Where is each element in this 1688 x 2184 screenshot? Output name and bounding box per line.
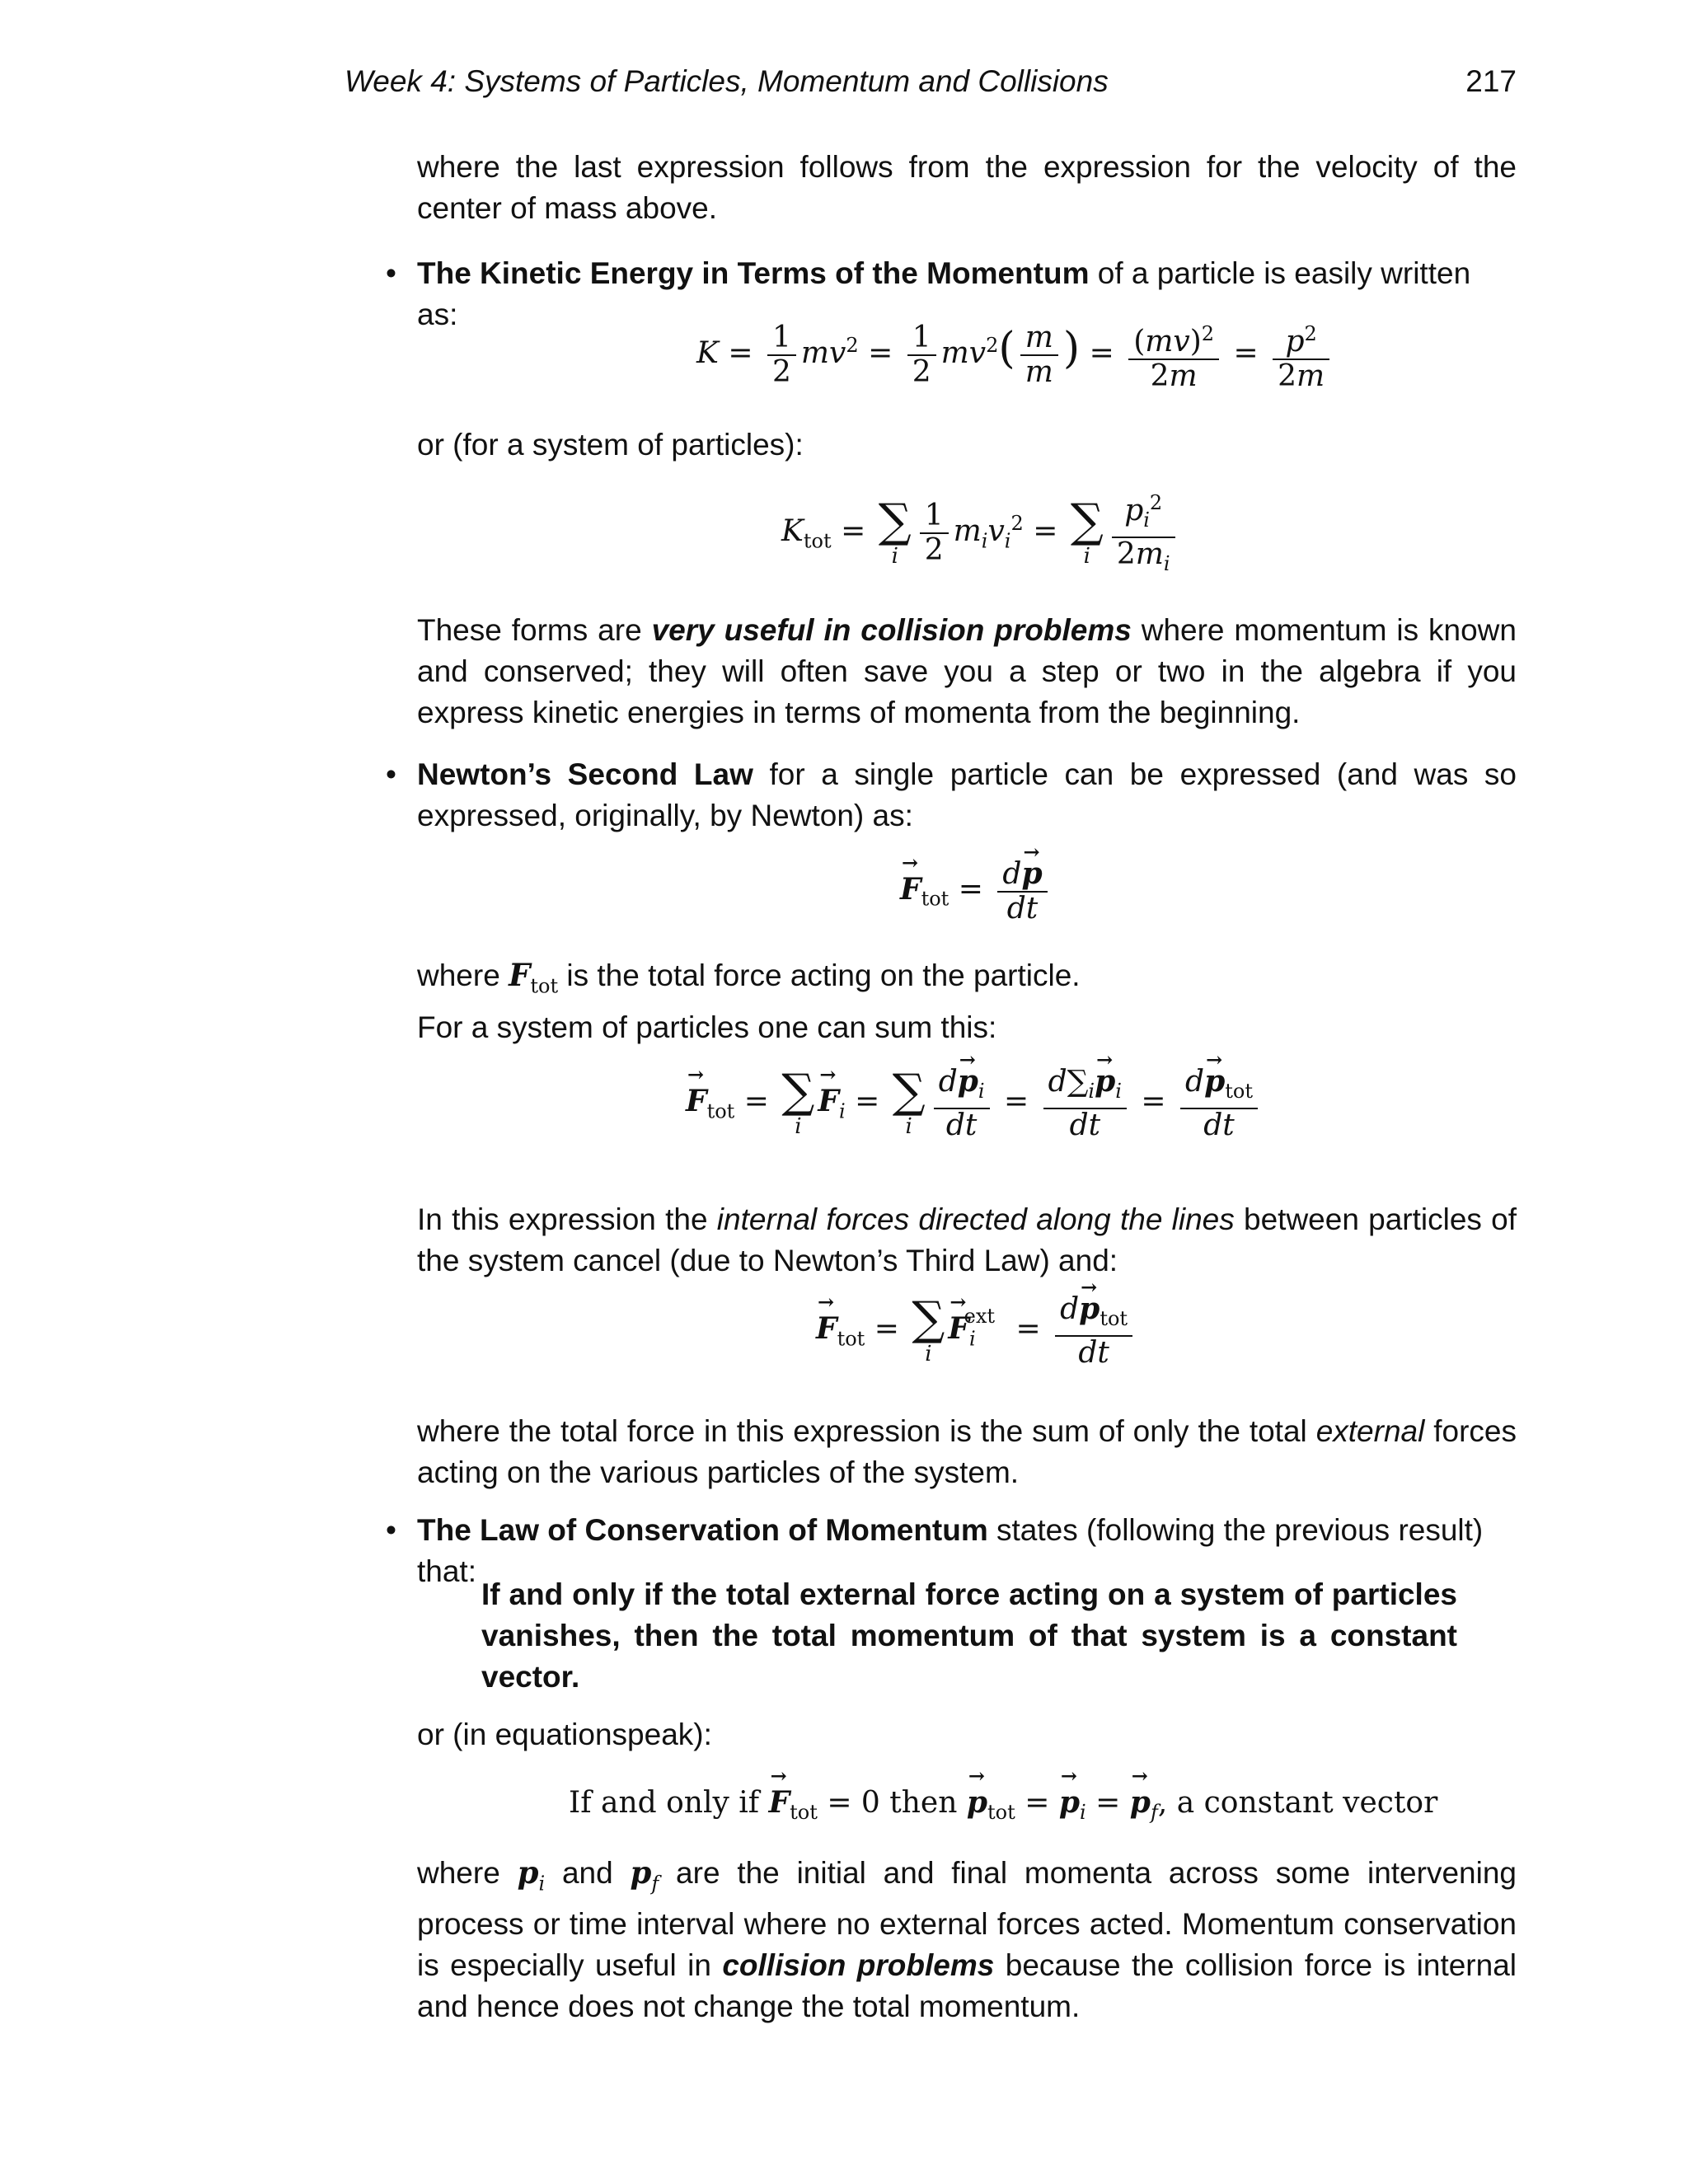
page-number: 217	[1465, 64, 1517, 98]
forms-text-start: These forms are	[417, 613, 652, 647]
where-ftot-text	[417, 954, 1517, 1006]
eq-then-text: = 0 then	[817, 1786, 967, 1820]
internal-text-end: between particles of the system cancel (due to Newton’s Third Law) and:	[417, 1202, 1517, 1277]
pf-symbol: $p_f$	[630, 1854, 659, 1896]
newton-second-law-lead: for a single particle can be expressed (and was so expressed, originally, by Newton) as:	[417, 757, 1517, 832]
running-title: Week 4: Systems of Particles, Momentum and Collisions	[345, 64, 1109, 98]
external-force-equation: → $F_{tot}$ = ∑ i → $F_i^{ext}$ = $\frac{d\to p_{tot}}{dt}$	[816, 1292, 1137, 1370]
external-forces-paragraph	[417, 1411, 1517, 1493]
equationspeak-text: or (in equationspeak):	[417, 1718, 712, 1751]
conservation-term: The Law of Conservation of Momentum	[417, 1513, 988, 1547]
final-end: because the collision force is internal and hence does not change the total momentum.	[417, 1948, 1517, 2024]
conservation-statement: If and only if the total external force acting on a system of particles vanishes, then the total momentum of that system is a constant vector.	[481, 1577, 1457, 1694]
pi-symbol: $p_i$	[517, 1854, 546, 1896]
kinetic-energy-lead: of a particle is easily written as:	[417, 256, 1471, 331]
final-and: and	[545, 1856, 631, 1890]
forms-emphasis: very useful in collision problems	[651, 613, 1132, 647]
bullet-marker: •	[386, 1513, 396, 1547]
intro-paragraph: where the last expression follows from the expression for the velocity of the center of mass above.	[417, 150, 1517, 225]
newton-second-law-term: Newton’s Second Law	[417, 757, 753, 791]
internal-text-start: In this expression the	[417, 1202, 717, 1236]
newton-second-law-equation: → $F_{tot}$ = $\frac{d\to p}{dt}$	[900, 857, 1053, 926]
newton-second-law-heading	[417, 754, 1517, 837]
conservation-equation: If and only if → $F_{tot} = 0$ then → $p_{tot}$ = → $p_i$ = → $p_f$, a constant vector	[569, 1785, 1437, 1824]
total-text-start: where the total force in this expression is the sum of only the total	[417, 1414, 1316, 1448]
system-sum-text: For a system of particles one can sum this:	[417, 1010, 997, 1044]
total-text-end: forces acting on the various particles of the system.	[417, 1414, 1517, 1489]
conservation-lead: states (following the previous result) that:	[417, 1513, 1484, 1588]
collision-problems-emphasis: collision problems	[722, 1948, 995, 1983]
kinetic-energy-equation: K = $\frac{1}{2}$ $mv^2$ = $\frac{1}{2}$ $mv^2$( $\frac{m}{m}$ ) = $\frac{(mv)^2}{2m}$ = $\frac{p^2}{2m}$	[696, 317, 1334, 393]
where-lead: where	[417, 958, 509, 992]
eq-if-text: If and only if	[569, 1786, 769, 1820]
ftot-symbol: $F_{tot}$	[509, 957, 559, 998]
bullet-marker: •	[386, 757, 396, 791]
forms-text-end: where momentum is known and conserved; they will often save you a step or two in the algebra if you express kinetic energies in terms of momenta from the beginning.	[417, 613, 1517, 729]
bullet-marker: •	[386, 256, 396, 290]
eq-constant-text: , a constant vector	[1157, 1786, 1438, 1820]
kinetic-energy-term: The Kinetic Energy in Terms of the Momentum	[417, 256, 1090, 290]
momentum-conservation-paragraph	[417, 1852, 1517, 2027]
internal-forces-paragraph	[417, 1199, 1517, 1282]
external-emphasis: external	[1315, 1414, 1425, 1448]
collision-forms-paragraph	[417, 610, 1517, 733]
system-kinetic-energy-equation: $K_{tot}$ = ∑ i $\frac{1}{2}$ $m_iv_i^2$ = ∑ i $\frac{p_i^2}{2m_i}$	[781, 486, 1180, 580]
or-system-text: or (for a system of particles):	[417, 428, 804, 462]
final-where: where	[417, 1856, 518, 1890]
internal-forces-emphasis: internal forces directed along the lines	[716, 1202, 1235, 1236]
system-force-sum-equation: → $F_{tot}$ = ∑ i → $F_i$ = ∑ i $\frac{d\to p_i}{dt}$ = $\frac{d\sum_i\to p_i}{dt}$ = $\frac{d\to p_{tot}}{dt}$	[686, 1065, 1263, 1142]
where-ftot-rest: is the total force acting on the particle.	[558, 958, 1081, 992]
page-header	[345, 64, 1517, 104]
final-middle: are the initial and final momenta across some intervening process or time interval where no external forces acted. Momentum conservation is especially useful in	[417, 1856, 1517, 1983]
